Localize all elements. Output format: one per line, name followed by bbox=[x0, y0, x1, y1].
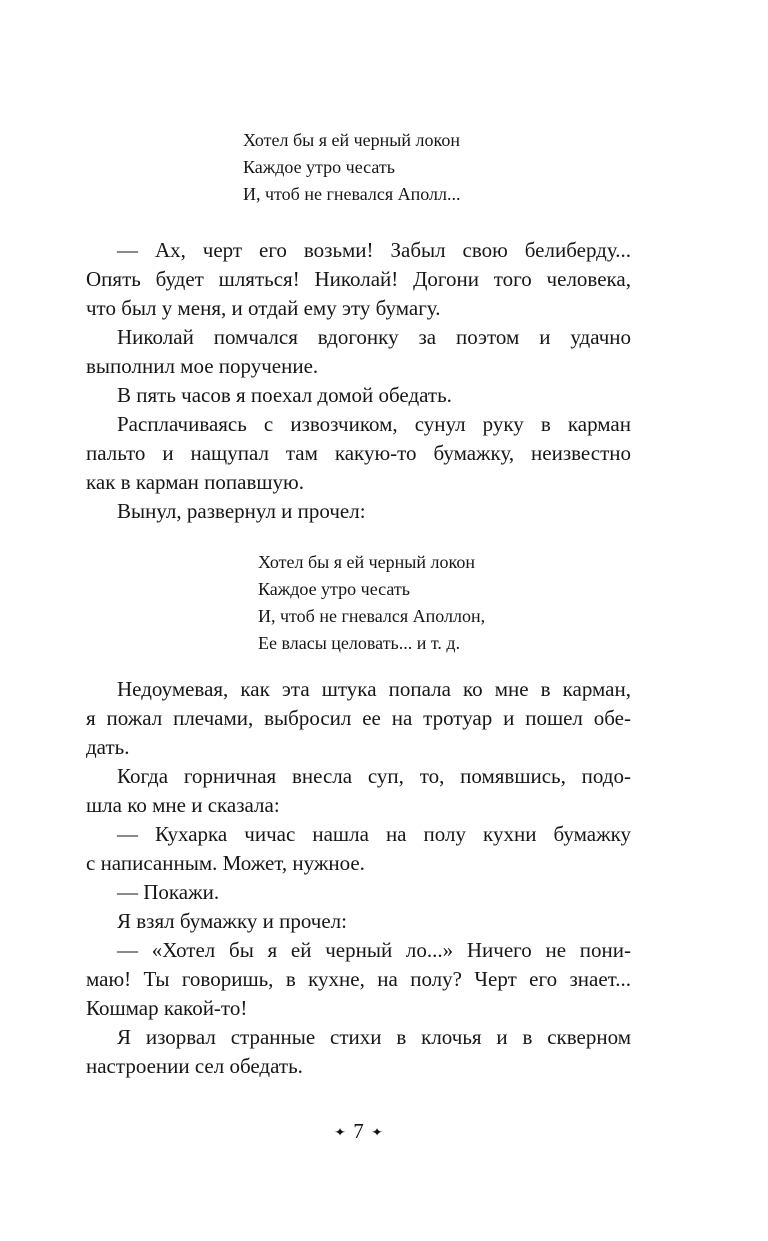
text-line: настроении сел обедать. bbox=[86, 1054, 303, 1078]
text-line: с написанным. Может, нужное. bbox=[86, 851, 365, 875]
text-line: что был у меня, и отдай ему эту бумагу. bbox=[86, 296, 441, 320]
text-line: дать. bbox=[86, 735, 130, 759]
text-line: Недоумевая, как эта штука попала ко мне в карман, bbox=[117, 677, 631, 701]
text-line: Кошмар какой-то! bbox=[86, 996, 248, 1020]
footer-diamond-right-icon: ✦ bbox=[370, 1125, 384, 1139]
text-line: Николай помчался вдогонку за поэтом и удачно bbox=[117, 325, 631, 349]
prose-block-2 bbox=[86, 675, 631, 1081]
text-line: Вынул, развернул и прочел: bbox=[117, 499, 366, 523]
text-line: выполнил мое поручение. bbox=[86, 354, 319, 378]
text-line: Когда горничная внесла суп, то, помявшись, подо- bbox=[117, 764, 631, 788]
verse-line: Каждое утро чесать bbox=[243, 157, 395, 177]
text-line: — «Хотел бы я ей черный ло...» Ничего не пони- bbox=[117, 938, 631, 962]
page-number: 7 bbox=[353, 1119, 364, 1143]
verse-line: И, чтоб не гневался Аполл... bbox=[243, 184, 461, 204]
text-line: пальто и нащупал там какую-то бумажку, неизвестно bbox=[86, 441, 631, 465]
text-line: Расплачиваясь с извозчиком, сунул руку в карман bbox=[117, 412, 631, 436]
verse-line: Хотел бы я ей черный локон bbox=[258, 552, 475, 572]
text-line: — Ах, черт его возьми! Забыл свою белиберду... bbox=[117, 238, 631, 262]
text-line: — Покажи. bbox=[117, 880, 220, 904]
text-line: — Кухарка чичас нашла на полу кухни бумажку bbox=[117, 822, 631, 846]
text-column bbox=[86, 0, 631, 1144]
footer-diamond-left-icon: ✦ bbox=[333, 1125, 347, 1139]
verse-line: Каждое утро чесать bbox=[258, 579, 410, 599]
verse-line: И, чтоб не гневался Аполлон, bbox=[258, 606, 486, 626]
text-line: как в карман попавшую. bbox=[86, 470, 304, 494]
text-line: В пять часов я поехал домой обедать. bbox=[117, 383, 452, 407]
text-line: Я изорвал странные стихи в клочья и в скверном bbox=[117, 1025, 631, 1049]
verse-block-2 bbox=[258, 549, 631, 657]
text-line: я пожал плечами, выбросил ее на тротуар и пошел обе- bbox=[86, 706, 631, 730]
text-line: Опять будет шляться! Николай! Догони того человека, bbox=[86, 267, 631, 291]
prose-block-1 bbox=[86, 236, 631, 526]
page-footer bbox=[86, 1118, 631, 1144]
text-line: шла ко мне и сказала: bbox=[86, 793, 280, 817]
text-line: Я взял бумажку и прочел: bbox=[117, 909, 347, 933]
verse-line: Ее власы целовать... и т. д. bbox=[258, 633, 461, 653]
text-line: маю! Ты говоришь, в кухне, на полу? Черт его знает... bbox=[86, 967, 631, 991]
verse-block-1 bbox=[243, 127, 631, 208]
verse-line: Хотел бы я ей черный локон bbox=[243, 130, 460, 150]
